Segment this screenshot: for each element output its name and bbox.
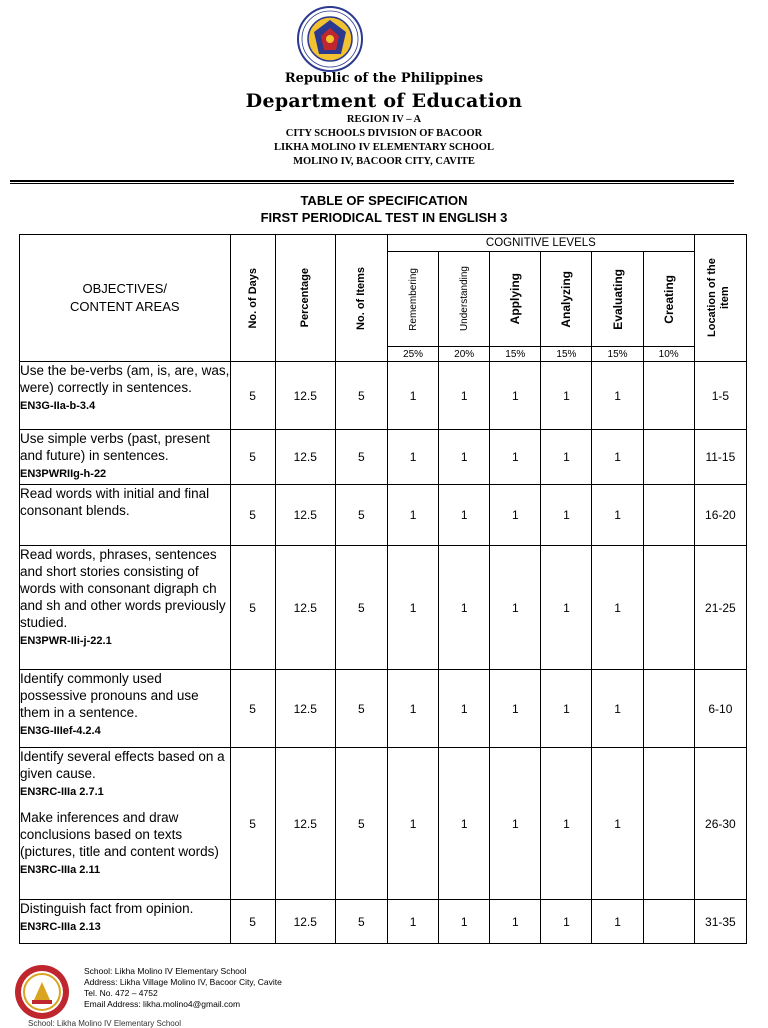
footer-cutoff-text: School: Likha Molino IV Elementary School bbox=[28, 1019, 181, 1028]
items-cell: 5 bbox=[335, 546, 387, 670]
evaluating-cell: 1 bbox=[592, 430, 643, 485]
days-cell: 5 bbox=[230, 430, 275, 485]
understanding-cell: 1 bbox=[439, 748, 490, 900]
evaluating-cell: 1 bbox=[592, 900, 643, 944]
competency-code: EN3RC-IIIa 2.7.1 bbox=[20, 786, 104, 798]
objective-cell bbox=[20, 362, 231, 430]
percentage-cell: 12.5 bbox=[275, 430, 335, 485]
objective-cell bbox=[20, 670, 231, 748]
items-header: No. of Items bbox=[335, 235, 387, 362]
items-cell: 5 bbox=[335, 900, 387, 944]
analyzing-cell: 1 bbox=[541, 670, 592, 748]
analyzing-cell: 1 bbox=[541, 900, 592, 944]
footer-school: School: Likha Molino IV Elementary School bbox=[84, 966, 247, 976]
level-understanding: Understanding bbox=[439, 252, 490, 347]
objective-text: Identify several effects based on a given cause. bbox=[20, 749, 225, 781]
remembering-cell: 1 bbox=[387, 748, 438, 900]
evaluating-cell: 1 bbox=[592, 670, 643, 748]
table-row bbox=[20, 485, 747, 546]
percentage-cell: 12.5 bbox=[275, 362, 335, 430]
document-title: TABLE OF SPECIFICATION bbox=[300, 193, 468, 208]
creating-cell bbox=[643, 430, 694, 485]
percentage-cell: 12.5 bbox=[275, 900, 335, 944]
table-row bbox=[20, 362, 747, 430]
applying-cell: 1 bbox=[490, 546, 541, 670]
evaluating-cell: 1 bbox=[592, 748, 643, 900]
items-cell: 5 bbox=[335, 430, 387, 485]
cognitive-levels-header: COGNITIVE LEVELS bbox=[387, 235, 694, 252]
header-divider-thin bbox=[10, 183, 734, 184]
remembering-cell: 1 bbox=[387, 670, 438, 748]
creating-cell bbox=[643, 546, 694, 670]
specification-table bbox=[19, 234, 747, 944]
header-divider bbox=[10, 180, 734, 182]
competency-code: EN3PWR-IIi-j-22.1 bbox=[20, 635, 112, 647]
objectives-header: OBJECTIVES/ CONTENT AREAS bbox=[20, 235, 231, 362]
table-row bbox=[20, 430, 747, 485]
table-row bbox=[20, 748, 747, 900]
applying-cell: 1 bbox=[490, 670, 541, 748]
understanding-cell: 1 bbox=[439, 670, 490, 748]
table-row bbox=[20, 670, 747, 748]
objective-text: Distinguish fact from opinion. bbox=[20, 901, 194, 916]
location-header: Location of the item bbox=[694, 235, 746, 362]
table-row bbox=[20, 900, 747, 944]
items-cell: 5 bbox=[335, 362, 387, 430]
competency-code: EN3G-IIa-b-3.4 bbox=[20, 400, 96, 412]
days-cell: 5 bbox=[230, 900, 275, 944]
objective-text: Use simple verbs (past, present and future) in sentences. bbox=[20, 431, 210, 463]
days-cell: 5 bbox=[230, 670, 275, 748]
remembering-cell: 1 bbox=[387, 362, 438, 430]
evaluating-cell: 1 bbox=[592, 546, 643, 670]
objective-text: Use the be-verbs (am, is, are, was, were) correctly in sentences. bbox=[20, 363, 230, 395]
location-cell: 6-10 bbox=[694, 670, 746, 748]
level-analyzing: Analyzing bbox=[541, 252, 592, 347]
objective-cell bbox=[20, 430, 231, 485]
analyzing-cell: 1 bbox=[541, 362, 592, 430]
understanding-cell: 1 bbox=[439, 485, 490, 546]
items-cell: 5 bbox=[335, 485, 387, 546]
footer-address: Address: Likha Village Molino IV, Bacoor City, Cavite bbox=[84, 977, 282, 987]
location-cell: 26-30 bbox=[694, 748, 746, 900]
days-cell: 5 bbox=[230, 546, 275, 670]
percentage-header: Percentage bbox=[275, 235, 335, 362]
pct-evaluating: 15% bbox=[592, 347, 643, 362]
republic-label: Republic of the Philippines bbox=[284, 71, 484, 86]
analyzing-cell: 1 bbox=[541, 546, 592, 670]
region-label: REGION IV – A bbox=[346, 114, 422, 125]
competency-code: EN3PWRIIg-h-22 bbox=[20, 468, 107, 480]
understanding-cell: 1 bbox=[439, 362, 490, 430]
objective-cell bbox=[20, 485, 231, 546]
items-cell: 5 bbox=[335, 670, 387, 748]
objective-cell bbox=[20, 900, 231, 944]
remembering-cell: 1 bbox=[387, 546, 438, 670]
level-remembering: Remembering bbox=[387, 252, 438, 347]
competency-code: EN3RC-IIIa 2.13 bbox=[20, 921, 101, 933]
division-label: CITY SCHOOLS DIVISION OF BACOOR bbox=[285, 128, 483, 139]
competency-code: EN3G-IIIef-4.2.4 bbox=[20, 725, 101, 737]
percentage-cell: 12.5 bbox=[275, 748, 335, 900]
address-label: MOLINO IV, BACOOR CITY, CAVITE bbox=[293, 156, 475, 167]
days-cell: 5 bbox=[230, 485, 275, 546]
footer-telephone: Tel. No. 472 – 4752 bbox=[84, 988, 158, 998]
percentage-cell: 12.5 bbox=[275, 485, 335, 546]
department-title: Department of Education bbox=[245, 90, 523, 112]
applying-cell: 1 bbox=[490, 485, 541, 546]
understanding-cell: 1 bbox=[439, 430, 490, 485]
table-row bbox=[20, 546, 747, 670]
pct-creating: 10% bbox=[643, 347, 694, 362]
pct-analyzing: 15% bbox=[541, 347, 592, 362]
school-logo bbox=[14, 964, 70, 1020]
objective-text: Identify commonly used possessive pronouns and use them in a sentence. bbox=[20, 671, 199, 720]
remembering-cell: 1 bbox=[387, 485, 438, 546]
remembering-cell: 1 bbox=[387, 430, 438, 485]
creating-cell bbox=[643, 670, 694, 748]
location-cell: 11-15 bbox=[694, 430, 746, 485]
competency-code-secondary: EN3RC-IIIa 2.11 bbox=[20, 864, 101, 876]
creating-cell bbox=[643, 748, 694, 900]
percentage-cell: 12.5 bbox=[275, 670, 335, 748]
level-creating: Creating bbox=[643, 252, 694, 347]
pct-remembering: 25% bbox=[387, 347, 438, 362]
creating-cell bbox=[643, 362, 694, 430]
location-cell: 31-35 bbox=[694, 900, 746, 944]
days-cell: 5 bbox=[230, 362, 275, 430]
remembering-cell: 1 bbox=[387, 900, 438, 944]
document-subtitle: FIRST PERIODICAL TEST IN ENGLISH 3 bbox=[260, 210, 508, 225]
objective-text: Read words with initial and final consonant blends. bbox=[20, 486, 210, 518]
evaluating-cell: 1 bbox=[592, 485, 643, 546]
analyzing-cell: 1 bbox=[541, 748, 592, 900]
deped-seal-logo bbox=[297, 6, 363, 72]
creating-cell bbox=[643, 900, 694, 944]
applying-cell: 1 bbox=[490, 900, 541, 944]
level-evaluating: Evaluating bbox=[592, 252, 643, 347]
pct-applying: 15% bbox=[490, 347, 541, 362]
school-label: LIKHA MOLINO IV ELEMENTARY SCHOOL bbox=[274, 142, 494, 153]
understanding-cell: 1 bbox=[439, 900, 490, 944]
objective-cell bbox=[20, 546, 231, 670]
items-cell: 5 bbox=[335, 748, 387, 900]
objective-cell bbox=[20, 748, 231, 900]
level-applying: Applying bbox=[490, 252, 541, 347]
days-cell: 5 bbox=[230, 748, 275, 900]
pct-understanding: 20% bbox=[439, 347, 490, 362]
applying-cell: 1 bbox=[490, 748, 541, 900]
percentage-cell: 12.5 bbox=[275, 546, 335, 670]
location-cell: 16-20 bbox=[694, 485, 746, 546]
applying-cell: 1 bbox=[490, 430, 541, 485]
footer-email: Email Address: likha.molino4@gmail.com bbox=[84, 999, 241, 1009]
analyzing-cell: 1 bbox=[541, 430, 592, 485]
location-cell: 1-5 bbox=[694, 362, 746, 430]
analyzing-cell: 1 bbox=[541, 485, 592, 546]
location-cell: 21-25 bbox=[694, 546, 746, 670]
objective-text-secondary: Make inferences and draw conclusions based on texts (pictures, title and content words) bbox=[20, 810, 219, 859]
evaluating-cell: 1 bbox=[592, 362, 643, 430]
days-header: No. of Days bbox=[230, 235, 275, 362]
objective-text: Read words, phrases, sentences and short stories consisting of words with consonant digraph ch and sh and other words previously studied. bbox=[20, 547, 226, 630]
applying-cell: 1 bbox=[490, 362, 541, 430]
understanding-cell: 1 bbox=[439, 546, 490, 670]
creating-cell bbox=[643, 485, 694, 546]
